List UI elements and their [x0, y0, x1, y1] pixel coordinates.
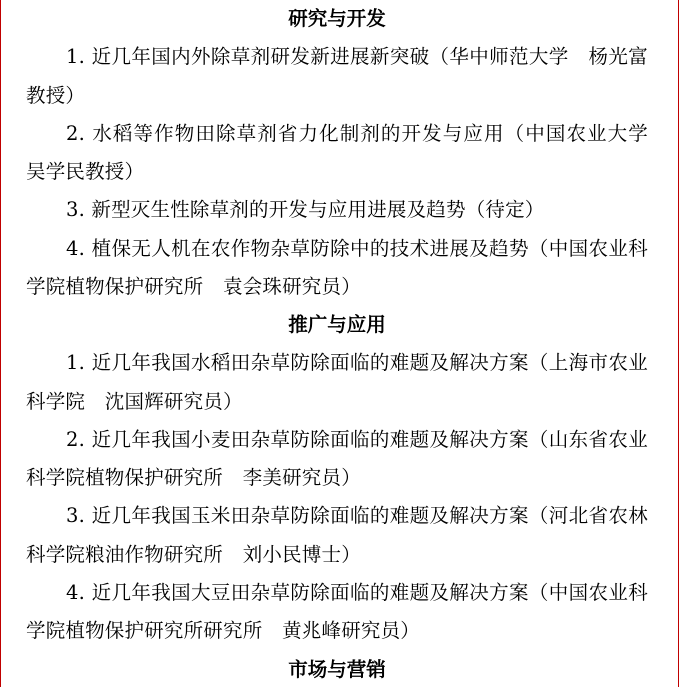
- section-promotion: [26, 306, 648, 651]
- section-marketing: [26, 651, 648, 689]
- list-item: 3. 新型灭生性除草剂的开发与应用进展及趋势（待定）: [66, 198, 545, 222]
- list-item: 1. 近几年我国水稻田杂草防除面临的难题及解决方案（上海市农业科学院 沈国辉研究员）: [26, 351, 648, 413]
- list-item: 4. 植保无人机在农作物杂草防除中的技术进展及趋势（中国农业科学院植物保护研究所 袁会珠研究员）: [26, 236, 648, 299]
- list-item: 3. 近几年我国玉米田杂草防除面临的难题及解决方案（河北省农林科学院粮油作物研究所 刘小民博士）: [26, 504, 648, 566]
- section-heading-promotion: 推广与应用: [288, 313, 386, 336]
- list-item: 4. 近几年我国大豆田杂草防除面临的难题及解决方案（中国农业科学院植物保护研究所研究所 黄兆峰研究员）: [26, 581, 648, 643]
- section-heading-research: 研究与开发: [288, 7, 386, 30]
- section-research: [26, 0, 668, 306]
- list-item: 1. 近几年国内外除草剂研发新进展新突破（华中师范大学 杨光富教授）: [26, 45, 648, 107]
- section-heading-marketing: 市场与营销: [288, 658, 386, 681]
- list-item: 2. 近几年我国小麦田杂草防除面临的难题及解决方案（山东省农业科学院植物保护研究所 李美研究员）: [26, 427, 648, 490]
- list-item: 2. 水稻等作物田除草剂省力化制剂的开发与应用（中国农业大学 吴学民教授）: [26, 121, 668, 184]
